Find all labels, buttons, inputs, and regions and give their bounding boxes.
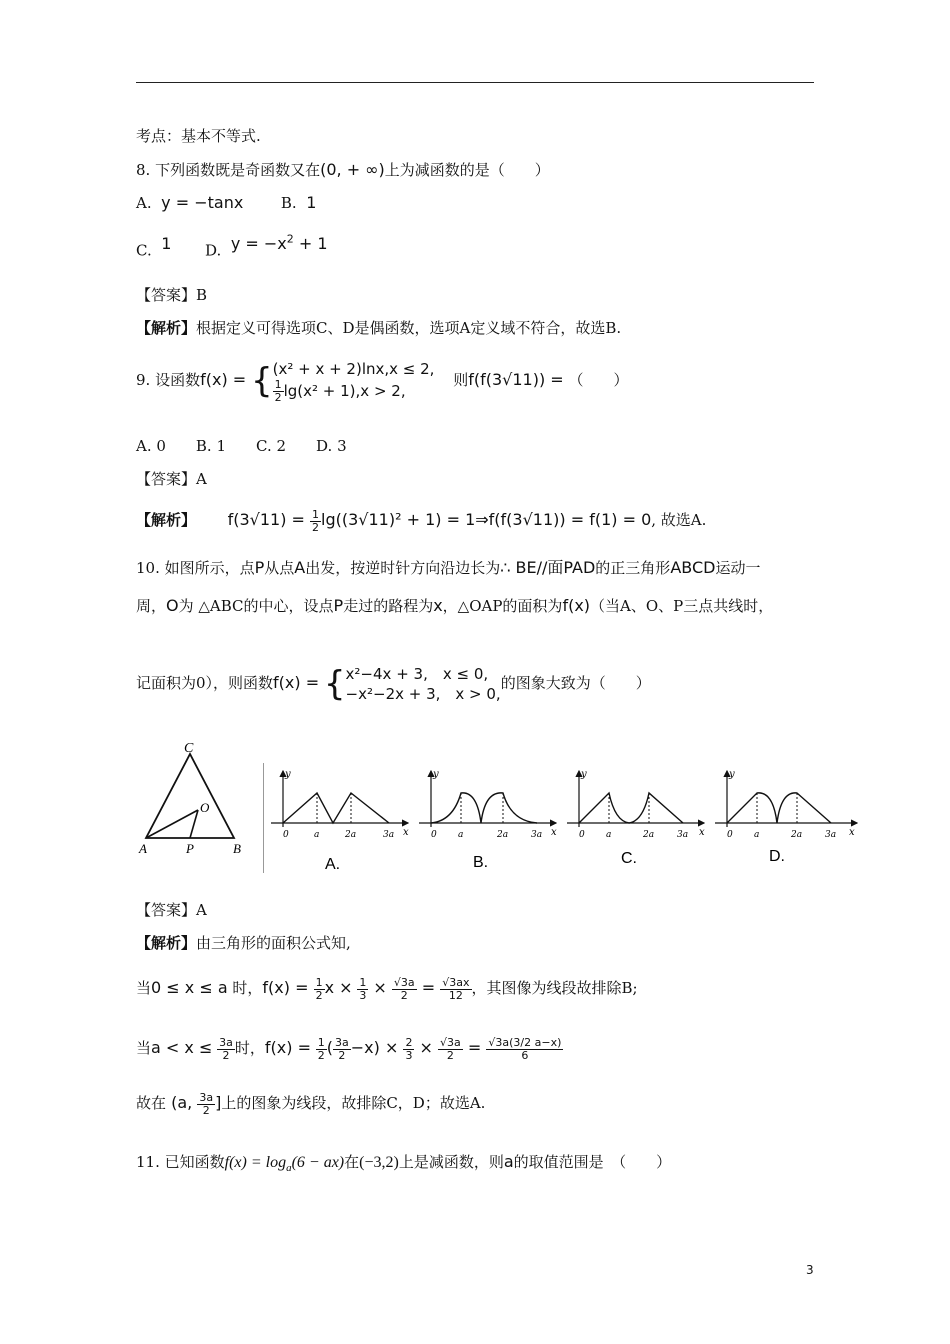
page-number: 3 — [806, 1263, 814, 1277]
q11-text-b: 在 — [344, 1153, 360, 1171]
q10-var-p: P — [254, 558, 265, 577]
q10-text-1e: 运动一 — [715, 559, 761, 577]
q8-answer-text: 【答案】B — [136, 286, 208, 304]
q10-text-1d: 的正三角形 — [595, 559, 671, 577]
q10-text-2e: （当A、O、P三点共线时， — [590, 597, 774, 615]
q9-function-name: f(x) = — [200, 370, 247, 389]
q10-case1-frac-3: $\frac{√3a}{2}$ — [393, 975, 415, 1002]
triangle-svg — [136, 740, 272, 858]
q9-analysis-label: 【解析】 — [136, 511, 197, 529]
graph-b-label: B. — [473, 854, 489, 871]
q9-pieces — [273, 359, 435, 404]
q9-analysis-expr: f(3√11) = — [227, 510, 311, 529]
q11-function — [224, 1154, 345, 1175]
q9-options — [136, 436, 347, 456]
q8-options-ab — [136, 193, 316, 213]
q10-pieces — [346, 664, 501, 704]
q10-answer-text: 【答案】A — [136, 901, 207, 919]
q8-option-b-expr: 1 — [306, 193, 317, 212]
q10-case2-frac-1: $\frac{3a}{2}$ — [219, 1035, 233, 1062]
q8-stem — [136, 160, 550, 180]
q9-analysis — [136, 505, 706, 535]
q10-case1-then: 时， — [232, 979, 263, 997]
graph-a-label: A. — [325, 856, 341, 873]
label-c: C — [184, 741, 194, 756]
q9-options-text: A. 0 B. 1 C. 2 D. 3 — [136, 437, 347, 455]
q10-conclude-a: 故在 — [136, 1094, 167, 1112]
graph-b-tick-0: 0 — [431, 830, 437, 840]
graph-c-tick-0: 0 — [579, 830, 585, 840]
graph-c — [567, 769, 705, 867]
q10-var-x: x — [433, 596, 443, 615]
label-o: O — [200, 800, 210, 815]
q8-stem-tail: 上为减函数的是（ ） — [384, 161, 550, 179]
q10-case-2: 当a < x ≤ $\frac{3a}{2}$ 时，f(x) = $\frac{1}{2}$ ( $\frac{3a}{2}$ −x) × $\frac{2}{3}$ × $\frac{√3a}{2}$ = $\frac{√3a(3/2 a-x)}{6}$ — [136, 1035, 562, 1062]
q8-option-c-label: C. — [136, 241, 152, 260]
q10-analysis-text: 由三角形的面积公式知, — [196, 934, 351, 952]
q8-options-cd — [136, 233, 328, 260]
graph-a-tick-0: 0 — [283, 830, 289, 840]
q10-case1-cond: 0 ≤ x ≤ a — [151, 978, 228, 997]
q10-text-1c: 出发，按逆时针方向沿边长为 — [305, 559, 501, 577]
q9-half-fraction: $\frac{1}{2}$ — [274, 377, 282, 404]
q8-analysis — [136, 318, 621, 338]
graph-d-curve — [727, 793, 831, 823]
q9-answer — [136, 469, 207, 489]
q8-option-d-tail: + 1 — [293, 234, 328, 254]
q10-piece-1: x²−4x + 3, x ≤ 0, — [345, 665, 489, 683]
q8-analysis-label: 【解析】 — [136, 319, 197, 337]
q9-analysis-half: $\frac{1}{2}$ — [312, 507, 320, 534]
q10-piece-2: −x²−2x + 3, x > 0, — [345, 685, 501, 703]
q10-conclusion: 故在 (a, $\frac{3a}{2}$ ]上的图象为线段，故排除C，D；故选A. — [136, 1090, 486, 1117]
graph-a — [271, 769, 409, 873]
q10-case2-when: 当 — [136, 1039, 152, 1057]
q10-case1-tail: ，其图像为线段故排除B; — [471, 979, 638, 997]
q10-case2-frac-4: $\frac{2}{3}$ — [405, 1035, 413, 1062]
q10-conclude-b: 上的图象为线段，故排除C，D；故选A. — [221, 1094, 486, 1112]
q8-stem-text: 8. 下列函数既是奇函数又在 — [136, 161, 321, 179]
q10-case1-frac-4: $\frac{√3ax}{12}$ — [442, 975, 470, 1002]
q10-text-3b: 的图象大致为（ ） — [500, 674, 651, 692]
q9-analysis-mid: lg((3√11)² + 1) = 1⇒f(f(3√11)) = f(1) = 0 — [321, 510, 652, 529]
graph-d-tick-2a: 2a — [791, 830, 803, 840]
q8-option-a-expr: y = −tanx — [161, 193, 244, 212]
q8-option-a-label: A. — [136, 194, 152, 212]
q9-stem — [136, 356, 629, 406]
q8-interval: (0, + ∞) — [320, 160, 385, 179]
q10-line-3 — [136, 660, 651, 707]
q10-analysis — [136, 933, 351, 953]
q8-option-d-sup: 2 — [286, 233, 294, 246]
graph-d-label: D. — [769, 848, 785, 865]
q11-function-base: f(x) = log — [224, 1154, 287, 1171]
q11-text-a: 11. 已知函数 — [136, 1153, 225, 1171]
q10-conclude-frac: $\frac{3a}{2}$ — [199, 1090, 214, 1117]
graph-a-curve — [283, 793, 389, 823]
q10-var-abcd: ABCD — [670, 558, 716, 577]
q11-text-c: 上是减函数，则 — [398, 1153, 504, 1171]
q11-function-sub: a — [286, 1162, 292, 1175]
q10-line-2 — [136, 596, 773, 616]
q10-case1-expr: f(x) = — [262, 978, 314, 997]
q10-text-2d: ，△OAP的面积为 — [442, 597, 563, 615]
graph-d-tick-0: 0 — [727, 830, 733, 840]
kaodian-text: 考点：基本不等式. — [136, 127, 261, 145]
q8-option-c-expr: 1 — [161, 234, 172, 254]
q10-case2-expr: f(x) = — [264, 1038, 311, 1057]
graph-d-tick-3a: 3a — [825, 830, 837, 840]
label-p: P — [186, 841, 194, 856]
q10-answer — [136, 900, 207, 920]
q10-text-1b: 从点 — [264, 559, 295, 577]
graph-d — [715, 769, 857, 865]
graph-c-tick-3a: 3a — [677, 830, 689, 840]
q8-option-d-expr — [231, 234, 328, 253]
option-graphs — [263, 763, 863, 875]
q10-line-1 — [136, 558, 760, 578]
q11-stem — [136, 1152, 671, 1178]
q10-text-3a: 记面积为0），则函数 — [136, 674, 274, 692]
graph-c-tick-a: a — [606, 830, 612, 840]
q9-answer-text: 【答案】A — [136, 470, 207, 488]
q10-garble: ∴ BE//面PAD — [500, 558, 596, 577]
graph-a-y-label: y — [285, 769, 291, 780]
q10-case2-frac-3: $\frac{3a}{2}$ — [335, 1035, 349, 1062]
graph-b-tick-a: a — [458, 830, 464, 840]
q10-case2-cond: a < x ≤ — [151, 1038, 213, 1057]
q10-text-2a: 周， — [136, 597, 167, 615]
q10-case-1: 当0 ≤ x ≤ a 时，f(x) = $\frac{1}{2}$ x × $\frac{1}{3}$ × $\frac{√3a}{2}$ = $\frac{√3ax}{12}$ ，其图像为线段故排除B; — [136, 975, 638, 1002]
triangle-shape — [146, 754, 234, 838]
q8-answer — [136, 285, 207, 305]
graph-c-label: C. — [621, 850, 637, 867]
q10-function-name: f(x) = — [273, 673, 320, 692]
q10-text-2b: 为 △ABC的中心，设点 — [178, 597, 334, 615]
graph-d-tick-a: a — [754, 830, 760, 840]
q10-case1-frac-2: $\frac{1}{3}$ — [359, 975, 367, 1002]
q10-var-o: O — [166, 596, 179, 615]
graphs-svg — [263, 763, 863, 875]
graph-a-x-label: x — [403, 827, 409, 838]
graph-c-curve — [579, 793, 683, 823]
graph-b — [419, 769, 557, 871]
q10-case2-frac-6: $\frac{√3a(3/2 a-x)}{6}$ — [488, 1035, 562, 1062]
q11-var-a: a — [503, 1152, 514, 1171]
q10-analysis-label: 【解析】 — [136, 934, 197, 952]
graph-b-tick-2a: 2a — [497, 830, 509, 840]
q10-var-fx: f(x) — [562, 596, 591, 615]
q11-text-d: 的取值范围是 （ ） — [513, 1153, 672, 1171]
q10-text-1a: 10. 如图所示，点 — [136, 559, 255, 577]
q8-option-b-label: B. — [280, 194, 297, 212]
graph-d-x-label: x — [849, 827, 855, 838]
label-a: A — [139, 841, 147, 856]
q10-case2-then: 时， — [234, 1039, 265, 1057]
graph-b-tick-3a: 3a — [531, 830, 543, 840]
q10-var-a: A — [294, 558, 306, 577]
q11-interval: (−3,2) — [359, 1154, 399, 1171]
q11-function-arg: (6 − ax) — [291, 1154, 345, 1171]
graph-d-y-label: y — [729, 769, 735, 780]
q10-var-p-2: P — [333, 596, 344, 615]
q10-case2-frac-2: $\frac{1}{2}$ — [317, 1035, 325, 1062]
q9-ask: f(f(3√11)) = — [468, 370, 564, 389]
q9-piece-2: lg(x² + 1),x > 2, — [283, 381, 406, 400]
q9-piece-1: (x² + x + 2)lnx,x ≤ 2, — [272, 359, 435, 378]
graph-c-x-label: x — [699, 827, 705, 838]
q10-case1-frac-1: $\frac{1}{2}$ — [315, 975, 323, 1002]
q9-brace-icon: { — [250, 361, 273, 401]
q10-case1-when: 当 — [136, 979, 152, 997]
kaodian-line — [136, 126, 261, 146]
label-b: B — [233, 841, 241, 856]
graph-b-x-label: x — [551, 827, 557, 838]
q10-case2-frac-5: $\frac{√3a}{2}$ — [440, 1035, 461, 1062]
graph-b-y-label: y — [433, 769, 439, 780]
q10-brace-icon: { — [323, 664, 346, 704]
q8-analysis-text: 根据定义可得选项C、D是偶函数，选项A定义域不符合，故选B. — [196, 319, 622, 337]
graph-a-tick-a: a — [314, 830, 320, 840]
q10-text-2c: 走过的路程为 — [343, 597, 434, 615]
q8-option-d-base: y = −x — [230, 234, 287, 254]
graph-a-tick-2a: 2a — [345, 830, 357, 840]
q9-stem-text: 9. 设函数 — [136, 371, 201, 389]
q9-analysis-tail: , 故选A. — [651, 511, 707, 529]
graph-b-curve — [431, 793, 537, 823]
graph-a-tick-3a: 3a — [383, 830, 395, 840]
triangle-figure — [136, 740, 272, 858]
graph-c-tick-2a: 2a — [643, 830, 655, 840]
q8-option-d-label: D. — [205, 241, 222, 260]
q9-paren: （ ） — [568, 371, 629, 389]
header-rule — [136, 82, 814, 83]
graph-c-y-label: y — [581, 769, 587, 780]
q9-then: 则 — [453, 371, 469, 389]
